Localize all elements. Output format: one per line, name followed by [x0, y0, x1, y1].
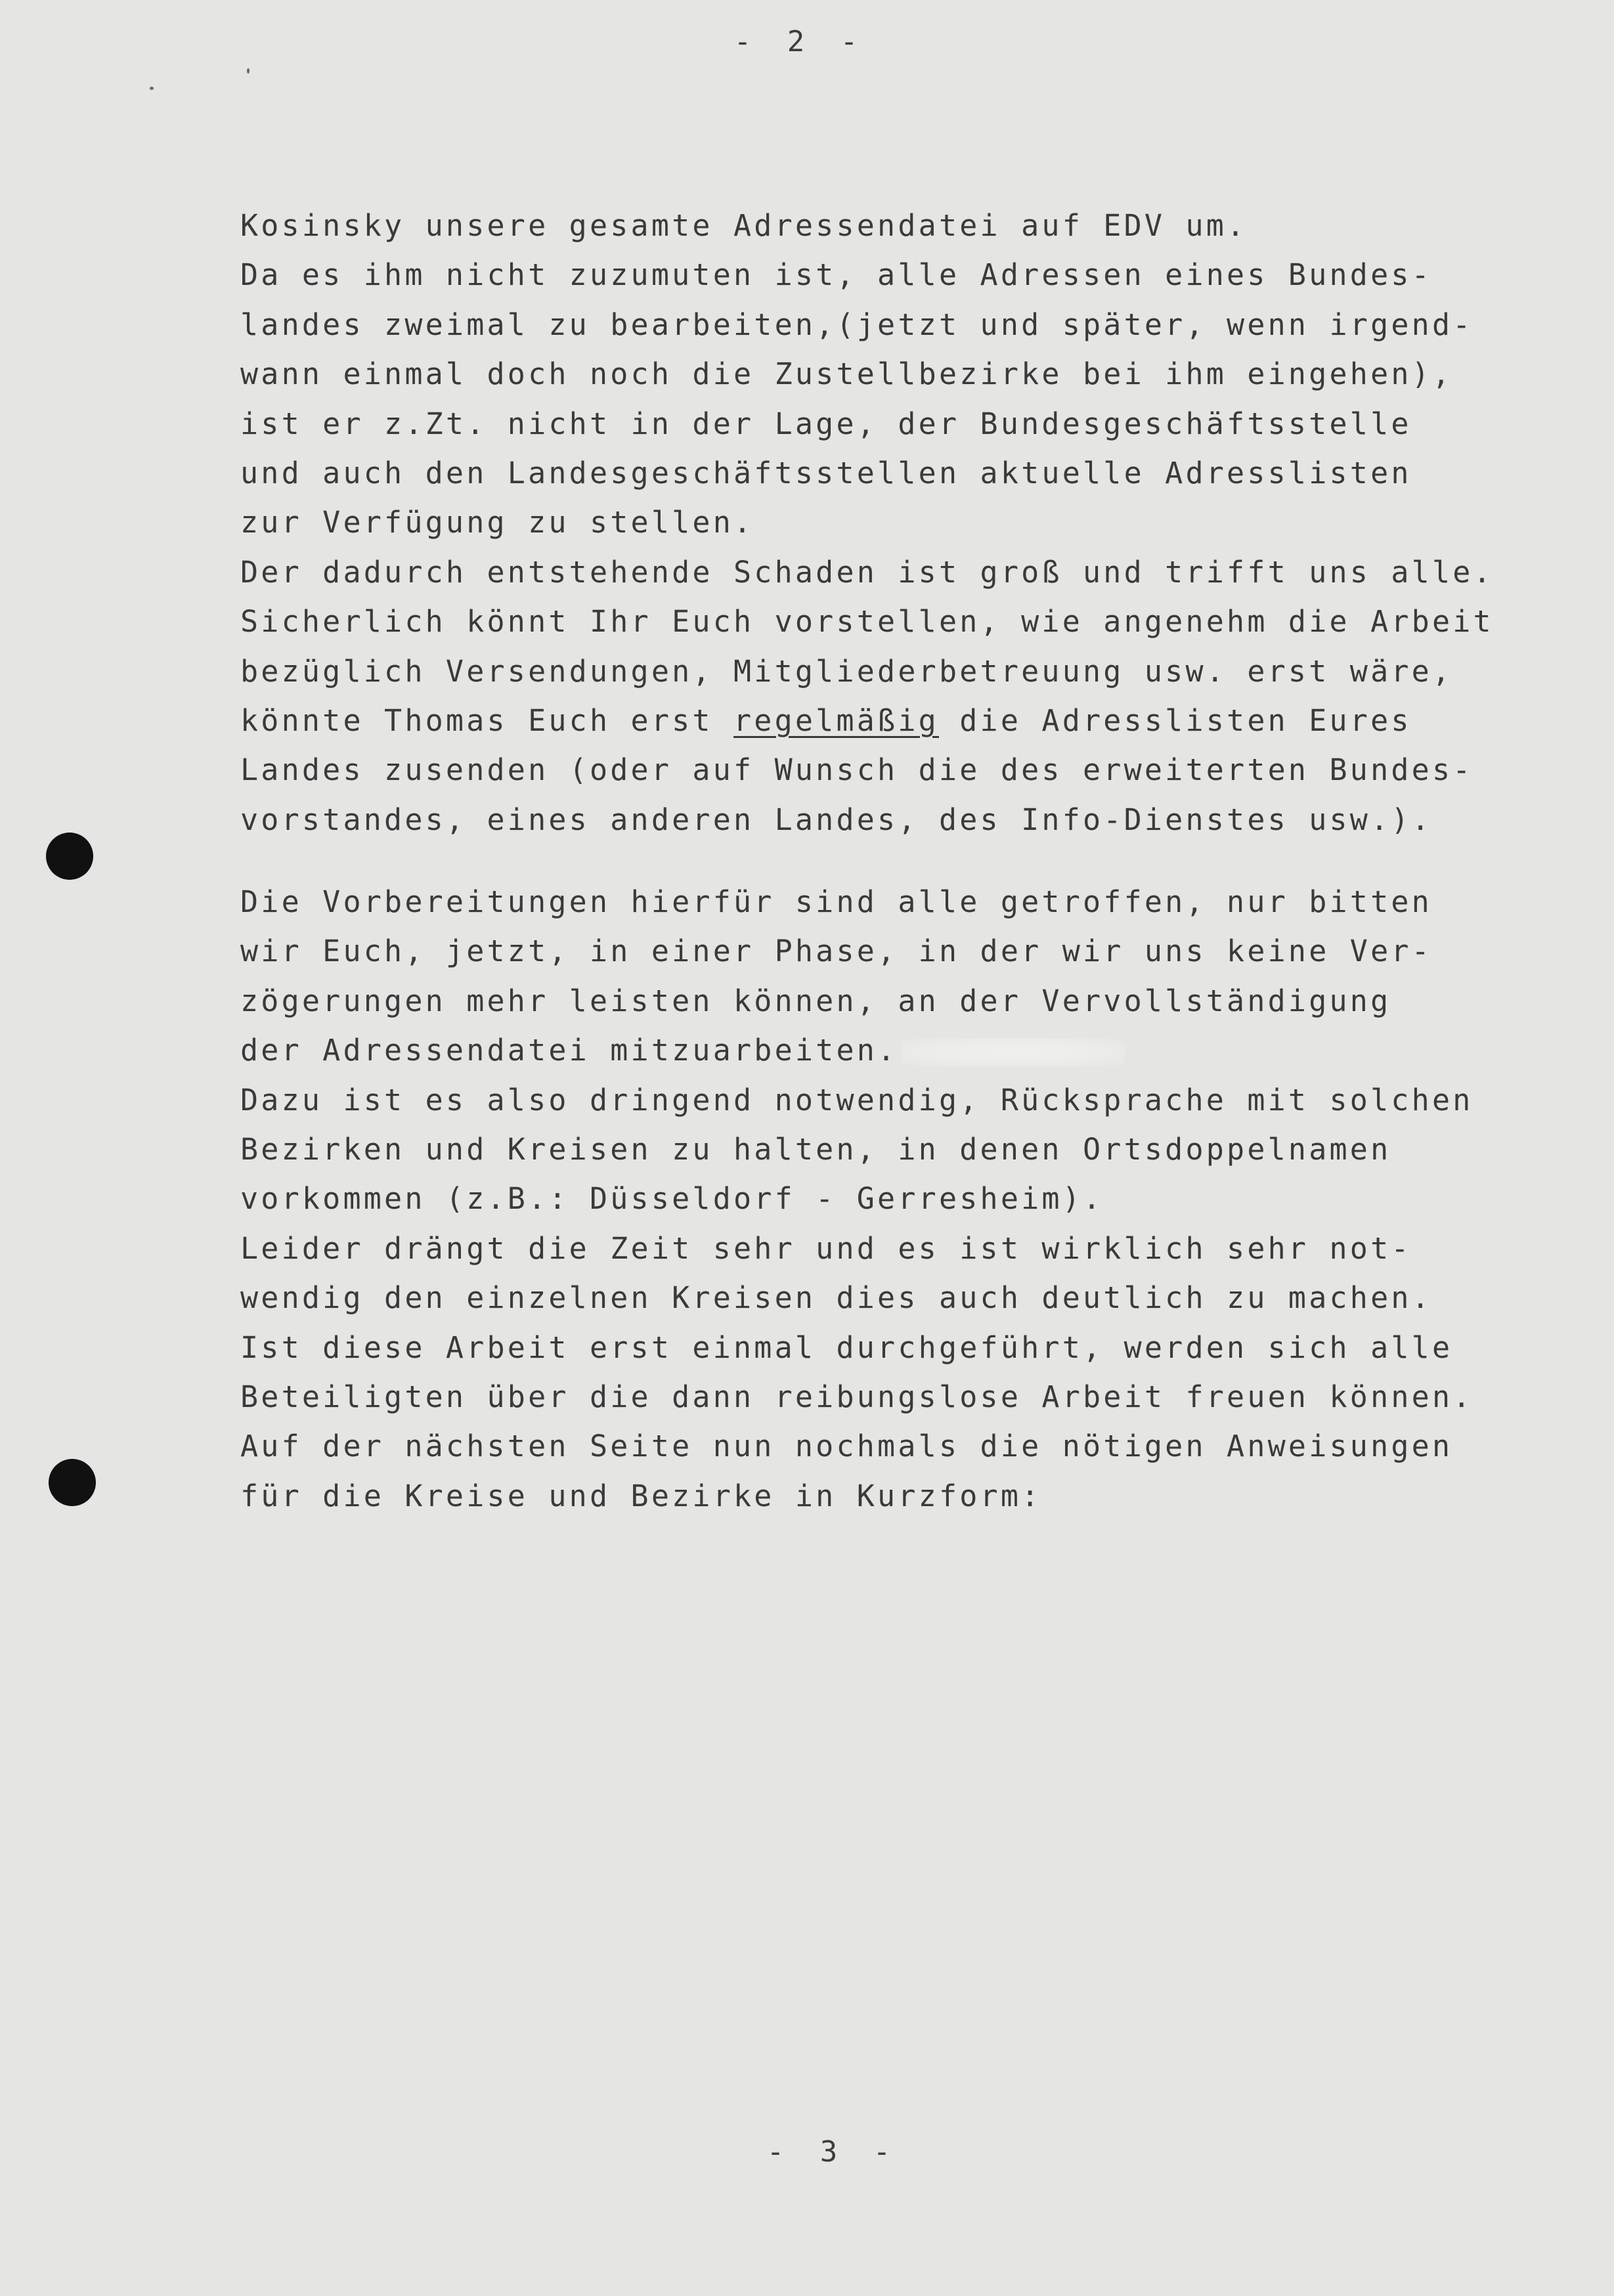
text-line: wir Euch, jetzt, in einer Phase, in der wir uns keine Ver- — [240, 934, 1432, 969]
text-line-smudged — [240, 1026, 1488, 1075]
text-line: landes zweimal zu bearbeiten,(jetzt und später, wenn irgend- — [240, 307, 1473, 342]
text-line: Auf der nächsten Seite nun nochmals die nötigen Anweisungen — [240, 1429, 1453, 1464]
paper-speck — [247, 68, 250, 74]
paragraph-gap — [240, 844, 1488, 877]
text-line: für die Kreise und Bezirke in Kurzform: — [240, 1478, 1042, 1513]
text-line: Beteiligten über die dann reibungslose Arbeit freuen können. — [240, 1379, 1473, 1414]
underlined-word: regelmäßig — [733, 703, 939, 738]
text-line: Dazu ist es also dringend notwendig, Rücksprache mit solchen — [240, 1082, 1473, 1117]
next-page-marker: - 3 - — [766, 2135, 900, 2169]
text-line: Der dadurch entstehende Schaden ist groß und trifft uns alle. — [240, 554, 1494, 590]
text-line: ist er z.Zt. nicht in der Lage, der Bundesgeschäftsstelle — [240, 406, 1412, 441]
text-line-underlined — [240, 696, 1488, 745]
text-line: Sicherlich könnt Ihr Euch vorstellen, wie angenehm die Arbeit — [240, 604, 1494, 639]
text-line: bezüglich Versendungen, Mitgliederbetreuung usw. erst wäre, — [240, 653, 1453, 689]
page-number: - 2 - — [733, 25, 867, 58]
text-line: Bezirken und Kreisen zu halten, in denen Ortsdoppelnamen — [240, 1132, 1391, 1167]
punch-hole — [46, 833, 93, 880]
text-line: wendig den einzelnen Kreisen dies auch deutlich zu machen. — [240, 1280, 1432, 1316]
text-line: vorkommen (z.B.: Düsseldorf - Gerresheim). — [240, 1181, 1104, 1217]
text-line: zögerungen mehr leisten können, an der Vervollständigung — [240, 983, 1391, 1018]
text-line: und auch den Landesgeschäftsstellen aktuelle Adresslisten — [240, 455, 1412, 490]
text-line: wann einmal doch noch die Zustellbezirke bei ihm eingehen), — [240, 357, 1453, 392]
text-line: Landes zusenden (oder auf Wunsch die des erweiterten Bundes- — [240, 752, 1473, 788]
punch-hole — [49, 1459, 96, 1506]
letter-body — [240, 201, 1494, 1521]
paper-speck — [150, 87, 154, 90]
text-line: zur Verfügung zu stellen. — [240, 505, 754, 540]
text-line: Leider drängt die Zeit sehr und es ist wirklich sehr not- — [240, 1230, 1412, 1266]
text-line: Kosinsky unsere gesamte Adressendatei auf EDV um. — [240, 208, 1248, 243]
text-line: vorstandes, eines anderen Landes, des Info-Dienstes usw.). — [240, 802, 1432, 837]
text-line: Ist diese Arbeit erst einmal durchgeführt, werden sich alle — [240, 1330, 1453, 1365]
correction-smudge — [902, 1038, 1125, 1067]
text-segment: der Adressendatei mitzuarbeiten. — [240, 1033, 898, 1068]
text-line: Die Vorbereitungen hierfür sind alle getroffen, nur bitten — [240, 884, 1432, 920]
text-line: Da es ihm nicht zuzumuten ist, alle Adressen eines Bundes- — [240, 257, 1432, 293]
text-segment: könnte Thomas Euch erst — [240, 703, 734, 738]
text-segment: die Adresslisten Eures — [938, 703, 1412, 738]
